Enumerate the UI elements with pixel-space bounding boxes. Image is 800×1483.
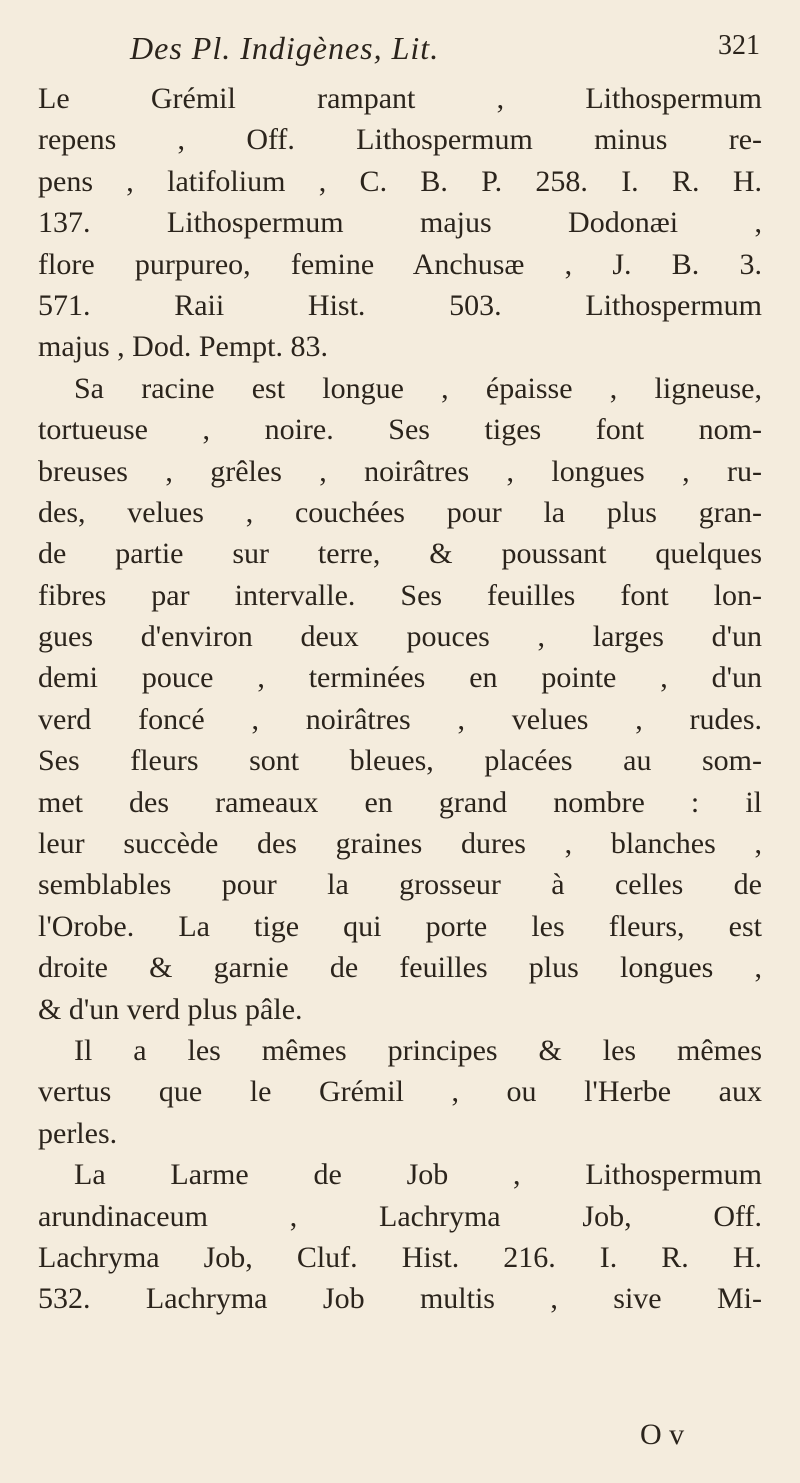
text-line: gues d'environ deux pouces , larges d'un — [38, 620, 762, 654]
text-line: flore purpureo, femine Anchusæ , J. B. 3. — [38, 247, 762, 281]
page-number: 321 — [718, 30, 760, 61]
text-line: 571. Raii Hist. 503. Lithospermum — [38, 288, 762, 322]
text-line: demi pouce , terminées en pointe , d'un — [38, 661, 762, 695]
text-line: majus , Dod. Pempt. 83. — [38, 330, 328, 364]
running-title: Des Pl. Indigènes, Lit. — [130, 30, 440, 66]
text-line: leur succède des graines dures , blanches , — [38, 827, 762, 861]
text-line: droite & garnie de feuilles plus longues , — [38, 951, 762, 985]
text-line: fibres par intervalle. Ses feuilles font lon- — [38, 578, 762, 612]
text-line: de partie sur terre, & poussant quelques — [38, 537, 762, 571]
text-line: perles. — [38, 1116, 118, 1150]
text-line: Lachryma Job, Cluf. Hist. 216. I. R. H. — [38, 1240, 762, 1274]
text-line: & d'un verd plus pâle. — [38, 992, 303, 1026]
page-body — [38, 78, 762, 1320]
text-line: verd foncé , noirâtres , velues , rudes. — [38, 702, 762, 736]
text-line: Sa racine est longue , épaisse , ligneuse, — [74, 371, 762, 405]
text-line: Il a les mêmes principes & les mêmes — [74, 1033, 762, 1067]
text-line: 137. Lithospermum majus Dodonæi , — [38, 206, 762, 240]
running-header — [0, 30, 800, 70]
text-line: vertus que le Grémil , ou l'Herbe aux — [38, 1075, 762, 1109]
text-line: des, velues , couchées pour la plus gran- — [38, 495, 762, 529]
text-line: l'Orobe. La tige qui porte les fleurs, est — [38, 909, 762, 943]
text-line: pens , latifolium , C. B. P. 258. I. R. H. — [38, 164, 762, 198]
text-line: breuses , grêles , noirâtres , longues , ru- — [38, 454, 762, 488]
text-line: met des rameaux en grand nombre : il — [38, 785, 762, 819]
text-line: La Larme de Job , Lithospermum — [74, 1158, 762, 1192]
text-line: Ses fleurs sont bleues, placées au som- — [38, 744, 762, 778]
text-line: arundinaceum , Lachryma Job, Off. — [38, 1199, 762, 1233]
text-line: 532. Lachryma Job multis , sive Mi- — [38, 1282, 762, 1316]
text-line: semblables pour la grosseur à celles de — [38, 868, 762, 902]
text-line: repens , Off. Lithospermum minus re- — [38, 123, 762, 157]
catchword: O v — [640, 1418, 685, 1451]
text-line: tortueuse , noire. Ses tiges font nom- — [38, 413, 762, 447]
text-line: Le Grémil rampant , Lithospermum — [38, 82, 762, 115]
